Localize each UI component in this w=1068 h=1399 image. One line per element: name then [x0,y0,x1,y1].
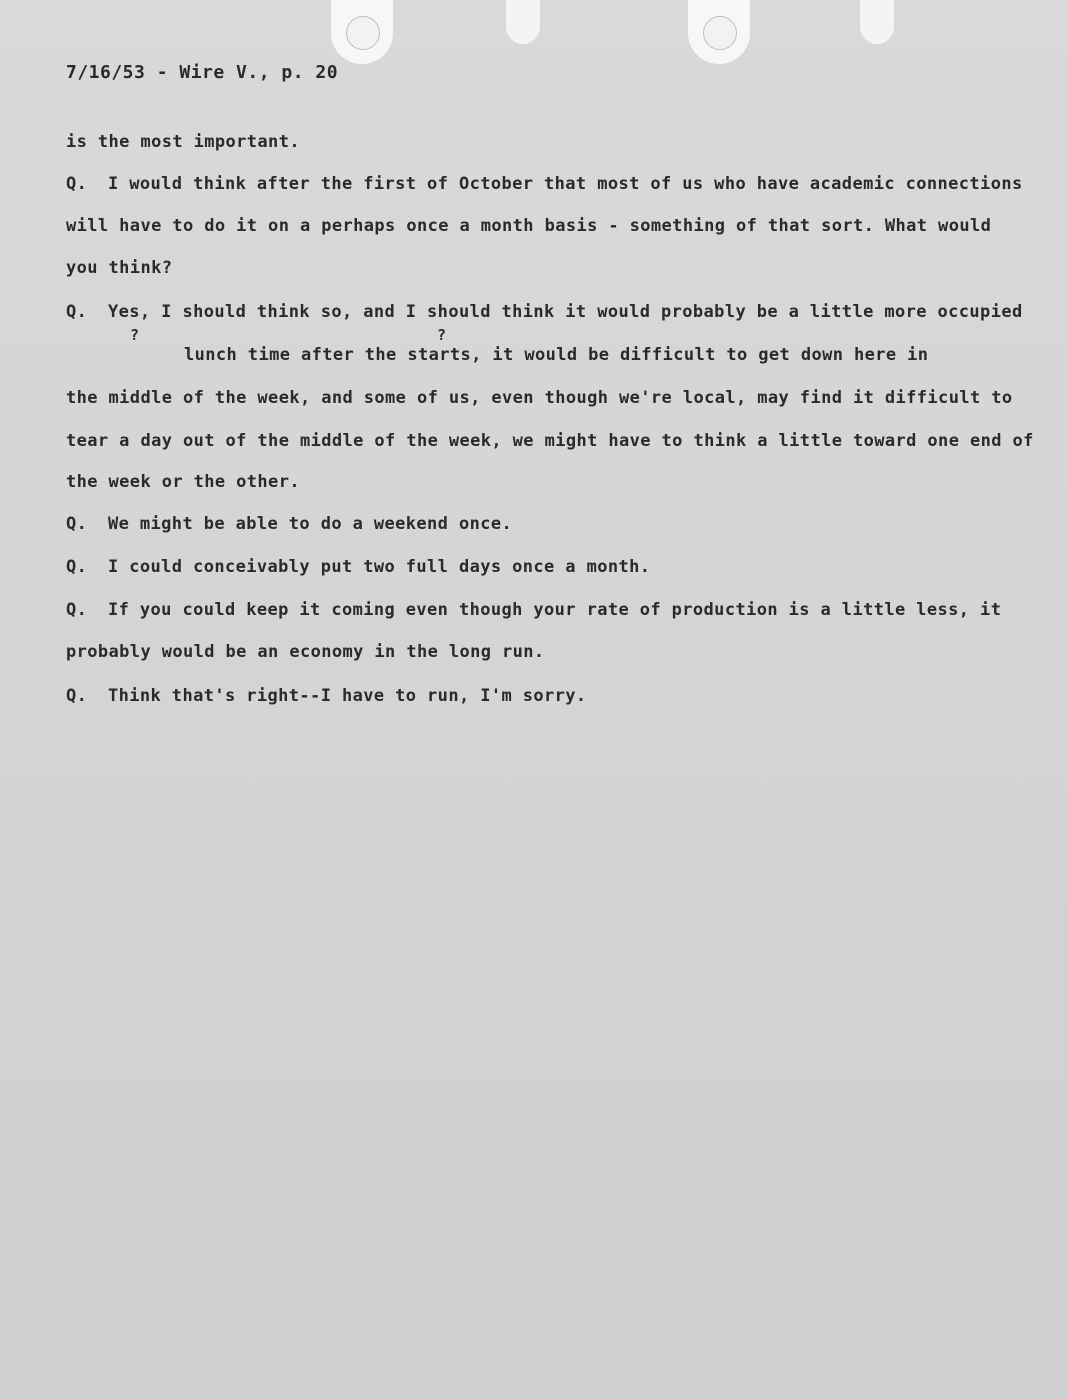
uncertain-mark: ? [130,326,140,344]
question-line: Q. I could conceivably put two full days once a month. [66,557,651,577]
torn-punch-hole [860,0,894,44]
q-label: Q. [66,600,88,620]
text-line: you think? [66,258,173,278]
question-line: Q. We might be able to do a weekend once. [66,514,513,534]
punch-hole [331,0,393,64]
question-line: Q. Think that's right--I have to run, I'm sorry. [66,686,587,706]
text-line: lunch time after the starts, it would be difficult to get down here in [184,345,929,365]
page-header: 7/16/53 - Wire V., p. 20 [66,62,339,83]
q-label: Q. [66,514,88,534]
q-label: Q. [66,686,88,706]
torn-punch-hole [506,0,540,44]
q-label: Q. [66,302,88,322]
text-line: will have to do it on a perhaps once a month basis - something of that sort. What would [66,216,992,236]
q-label: Q. [66,174,88,194]
text-line: tear a day out of the middle of the week, we might have to think a little toward one end of [66,431,1034,451]
uncertain-mark: ? [437,326,447,344]
question-line: Q. Yes, I should think so, and I should think it would probably be a little more occupied [66,302,1023,322]
text-line: probably would be an economy in the long run. [66,642,545,662]
text-line: the week or the other. [66,472,300,492]
text-line: is the most important. [66,132,300,152]
question-line: Q. If you could keep it coming even though your rate of production is a little less, it [66,600,1002,620]
q-label: Q. [66,557,88,577]
text-line: the middle of the week, and some of us, even though we're local, may find it difficult to [66,388,1013,408]
punch-hole [688,0,750,64]
question-line: Q. I would think after the first of October that most of us who have academic connections [66,174,1023,194]
